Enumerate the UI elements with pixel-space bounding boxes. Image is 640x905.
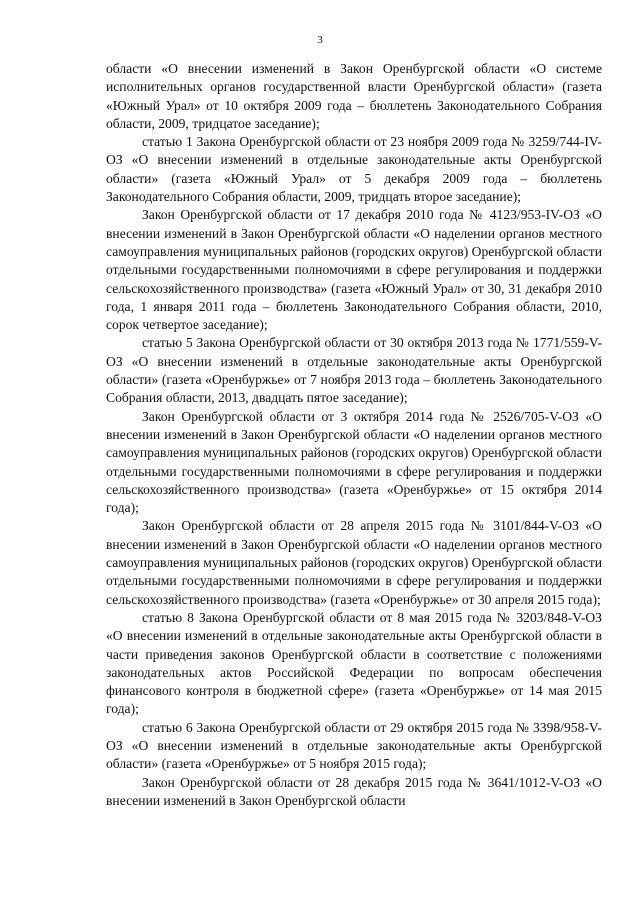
page-number: 3 [317,34,323,46]
paragraph-7: статью 8 Закона Оренбургской области от 8 мая 2015 года № 3203/848-V-ОЗ «О внесении изменений в отдельные законодательные акты Оренбургской области в части приведения законов Оренбургской области в соответствие с положениями законодательных актов Российской Федерации по вопросам обеспечения финансового контроля в бюджетной сфере» (газета «Оренбуржье» от 14 мая 2015 года); [106,609,602,717]
paragraph-5: Закон Оренбургской области от 3 октября 2014 года № 2526/705-V-ОЗ «О внесении изменений в Закон Оренбургской области «О наделении органов местного самоуправления муниципальных районов (городских округов) Оренбургской области отдельными государственными полномочиями в сфере регулирования и поддержки сельскохозяйственного производства» (газета «Оренбуржье» от 15 октября 2014 года); [106,408,602,516]
paragraph-9: Закон Оренбургской области от 28 декабря 2015 года № 3641/1012-V-ОЗ «О внесении изменений в Закон Оренбургской области [106,774,602,808]
paragraph-8: статью 6 Закона Оренбургской области от 29 октября 2015 года № 3398/958-V-ОЗ «О внесении изменений в отдельные законодательные акты Оренбургской области» (газета «Оренбуржье» от 5 ноября 2015 года); [106,719,602,772]
paragraph-2: статью 1 Закона Оренбургской области от 23 ноября 2009 года № 3259/744-IV-ОЗ «О внесении изменений в отдельные законодательные акты Оренбургской области» (газета «Южный Урал» от 5 декабря 2009 года – бюллетень Законодательного Собрания области, 2009, тридцать второе заседание); [106,134,602,205]
paragraph-1: области «О внесении изменений в Закон Оренбургской области «О системе исполнительных органов государственной власти Оренбургской области» (газета «Южный Урал» от 10 октября 2009 года – бюллетень Законодательного Собрания области, 2009, тридцатое заседание); [106,61,602,131]
document-body [106,60,602,810]
paragraph-4: статью 5 Закона Оренбургской области от 30 октября 2013 года № 1771/559-V-ОЗ «О внесении изменений в отдельные законодательные акты Оренбургской области» (газета «Оренбуржье» от 7 ноября 2013 года – бюллетень Законодательного Собрания области, 2013, двадцать пятое заседание); [106,335,602,406]
paragraph-3: Закон Оренбургской области от 17 декабря 2010 года № 4123/953-IV-ОЗ «О внесении изменений в Закон Оренбургской области «О наделении органов местного самоуправления муниципальных районов (городских округов) Оренбургской области отдельными государственными полномочиями в сфере регулирования и поддержки сельскохозяйственного производства» (газета «Южный Урал» от 30, 31 декабря 2010 года, 1 января 2011 года – бюллетень Законодательного Собрания области, 2010, сорок четвертое заседание); [106,207,602,333]
paragraph-6: Закон Оренбургской области от 28 апреля 2015 года № 3101/844-V-ОЗ «О внесении изменений в Закон Оренбургской области «О наделении органов местного самоуправления муниципальных районов (городских округов) Оренбургской области отдельными государственными полномочиями в сфере регулирования и поддержки сельскохозяйственного производства» (газета «Оренбуржье» от 30 апреля 2015 года); [106,518,602,607]
